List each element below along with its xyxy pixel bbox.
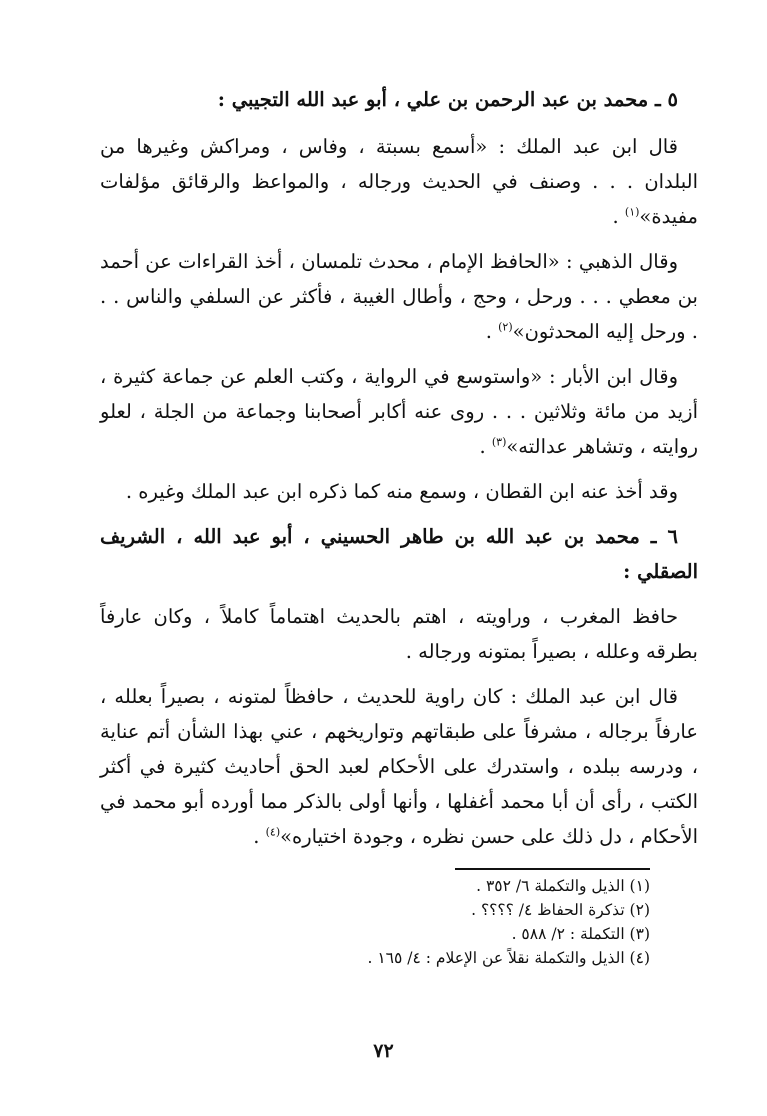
entry-5-quote-dhahabi: وقال الذهبي : «الحافظ الإمام ، محدث تلمسان ، أخذ القراءات عن أحمد بن معطي . . . ورحل ، وحج ، وأطال الغيبة ، فأكثر عن السلفي والناس . . . ورحل إليه المحدثون»$^{(٢)}$ . [100, 250, 698, 343]
footnotes [100, 874, 650, 970]
footnote-ref-1: (١) [624, 205, 640, 219]
page-number: ٧٢ [373, 1040, 394, 1062]
footnote-ref-2: (٢) [498, 320, 513, 334]
footnote-1: (١) الذيل والتكملة ٦/ ٣٥٢ . [476, 877, 650, 895]
footnote-ref-4: (٤) [265, 825, 281, 839]
footnote-ref-3: (٣) [491, 435, 507, 449]
entry-5-heading: ٥ ـ محمد بن عبد الرحمن بن علي ، أبو عبد الله التجيبي : [217, 88, 678, 111]
footnote-2: (٢) تذكرة الحفاظ ٤/ ؟؟؟؟ . [471, 901, 650, 919]
entry-5-quote-ibn-al-abbar: وقال ابن الأبار : «واستوسع في الرواية ، وكتب العلم عن جماعة كثيرة ، أزيد من مائة وثلاثين . . . روى عنه أكابر أصحابنا وجماعة من الجلة ، لعلو روايته ، وتشاهر عدالته»$^{(٣)}$ . [100, 365, 698, 458]
entry-5-students: وقد أخذ عنه ابن القطان ، وسمع منه كما ذكره ابن عبد الملك وغيره . [125, 480, 678, 503]
entry-6-quote-ibn-abd-al-malik: قال ابن عبد الملك : كان راوية للحديث ، حافظاً لمتونه ، بصيراً بعلله ، عارفاً برجاله ، مشرفاً على طبقاتهم وتواريخهم ، عني بهذا الشأن أتم عناية ، ودرسه ببلده ، واستدرك على الأحكام لعبد الحق أحاديث كثيرة في أكثر الكتب ، رأى أن أبا محمد أغفلها ، وأنها أولى بالذكر مما أورده أبو محمد في الأحكام ، دل ذلك على حسن نظره ، وجودة اختياره»$^{(٤)}$ . [100, 685, 698, 848]
footnote-divider [455, 868, 650, 870]
main-text [100, 82, 698, 854]
footnote-3: (٣) التكملة : ٢/ ٥٨٨ . [511, 925, 650, 943]
footnote-4: (٤) الذيل والتكملة نقلاً عن الإعلام : ٤/ ١٦٥ . [367, 949, 650, 967]
entry-6-heading: ٦ ـ محمد بن عبد الله بن طاهر الحسيني ، أبو عبد الله ، الشريف الصقلي : [100, 525, 698, 583]
entry-6-description: حافظ المغرب ، وراويته ، اهتم بالحديث اهتماماً كاملاً ، وكان عارفاً بطرقه وعلله ، بصيراً بمتونه ورجاله . [100, 605, 698, 663]
entry-5-quote-ibn-abd-al-malik: قال ابن عبد الملك : «أسمع بسبتة ، وفاس ، ومراكش وغيرها من البلدان . . . وصنف في الحديث ورجاله ، والمواعظ والرقائق مؤلفات مفيدة»$^{(١)}$ . [100, 135, 698, 228]
